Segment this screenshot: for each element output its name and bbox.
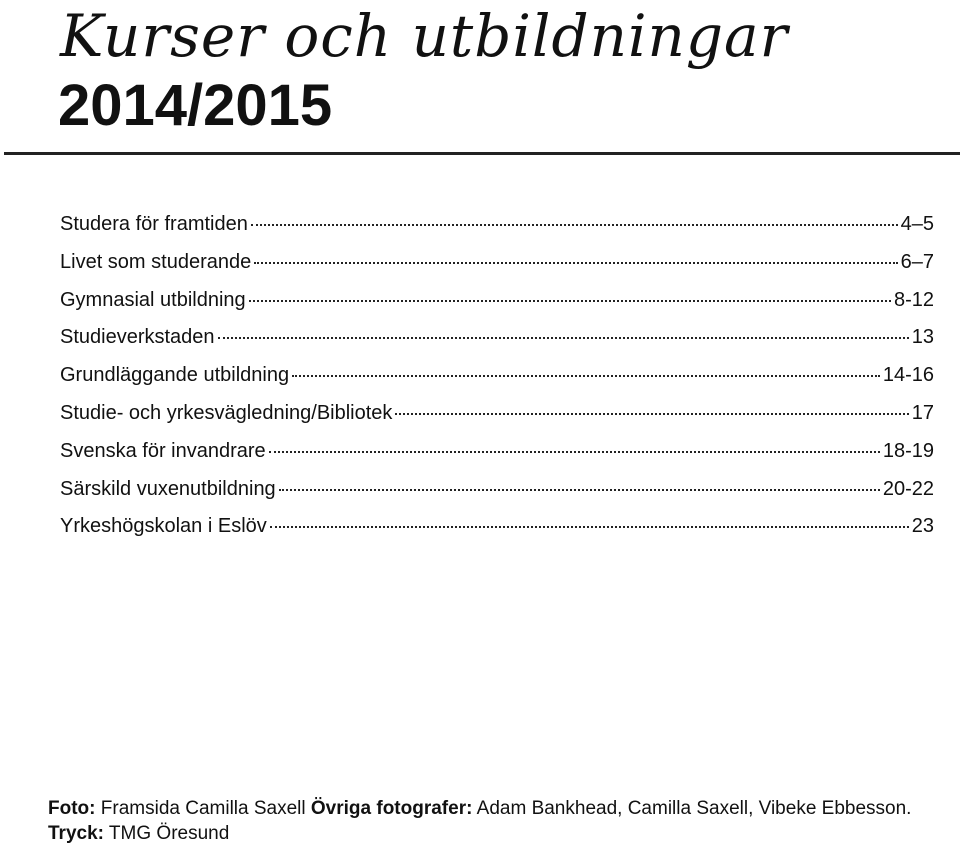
toc-item-pages: 6–7 [900, 250, 934, 273]
page-title: Kurser och utbildningar [60, 2, 789, 70]
toc-dot-leader [218, 319, 909, 339]
other-photographers-value: Adam Bankhead, Camilla Saxell, Vibeke Ebbesson. [476, 798, 912, 819]
toc-item [60, 210, 934, 248]
toc-item [60, 475, 934, 513]
toc-item-pages: 23 [911, 515, 934, 538]
toc-item [60, 286, 934, 324]
credits-line-print [48, 821, 911, 846]
toc-dot-leader [251, 206, 898, 226]
toc-item-pages: 14-16 [882, 364, 934, 387]
toc-item [60, 361, 934, 399]
toc-item [60, 399, 934, 437]
credits [48, 796, 911, 846]
toc-dot-leader [254, 244, 897, 264]
toc-dot-leader [279, 471, 880, 491]
toc-item-label: Yrkeshögskolan i Eslöv [60, 515, 267, 538]
toc-item-label: Grundläggande utbildning [60, 364, 290, 387]
photo-label: Foto: [48, 798, 96, 819]
toc-item-pages: 13 [911, 326, 934, 349]
toc-item-label: Studera för framtiden [60, 213, 248, 235]
toc-item-pages: 18-19 [882, 439, 934, 462]
toc-dot-leader [270, 508, 909, 528]
toc-item [60, 437, 934, 475]
toc-item-label: Särskild vuxenutbildning [60, 477, 276, 500]
toc-item-pages: 8-12 [893, 288, 934, 311]
toc-item-label: Livet som studerande [60, 250, 252, 273]
header-divider [4, 152, 960, 155]
toc-item-label: Studieverkstaden [60, 326, 215, 349]
toc-dot-leader [395, 395, 908, 415]
print-value: TMG Öresund [108, 823, 230, 844]
toc-item-pages: 17 [911, 401, 934, 424]
toc-dot-leader [292, 357, 880, 377]
credits-line-photo [48, 796, 911, 821]
print-label: Tryck: [48, 823, 104, 844]
toc-item-label: Studie- och yrkesvägledning/Bibliotek [60, 401, 393, 424]
toc-dot-leader [269, 433, 880, 453]
toc-item-label: Gymnasial utbildning [60, 288, 246, 311]
toc-dot-leader [249, 282, 891, 302]
toc-item-label: Svenska för invandrare [60, 439, 266, 462]
page-year: 2014/2015 [58, 73, 333, 138]
toc-item [60, 512, 934, 550]
table-of-contents [60, 210, 934, 550]
toc-item-pages: 4–5 [900, 213, 934, 235]
toc-item-pages: 20-22 [882, 477, 934, 500]
toc-item [60, 248, 934, 286]
photo-value: Framsida Camilla Saxell [100, 798, 306, 819]
toc-item [60, 323, 934, 361]
other-photographers-label: Övriga fotografer: [310, 798, 473, 819]
